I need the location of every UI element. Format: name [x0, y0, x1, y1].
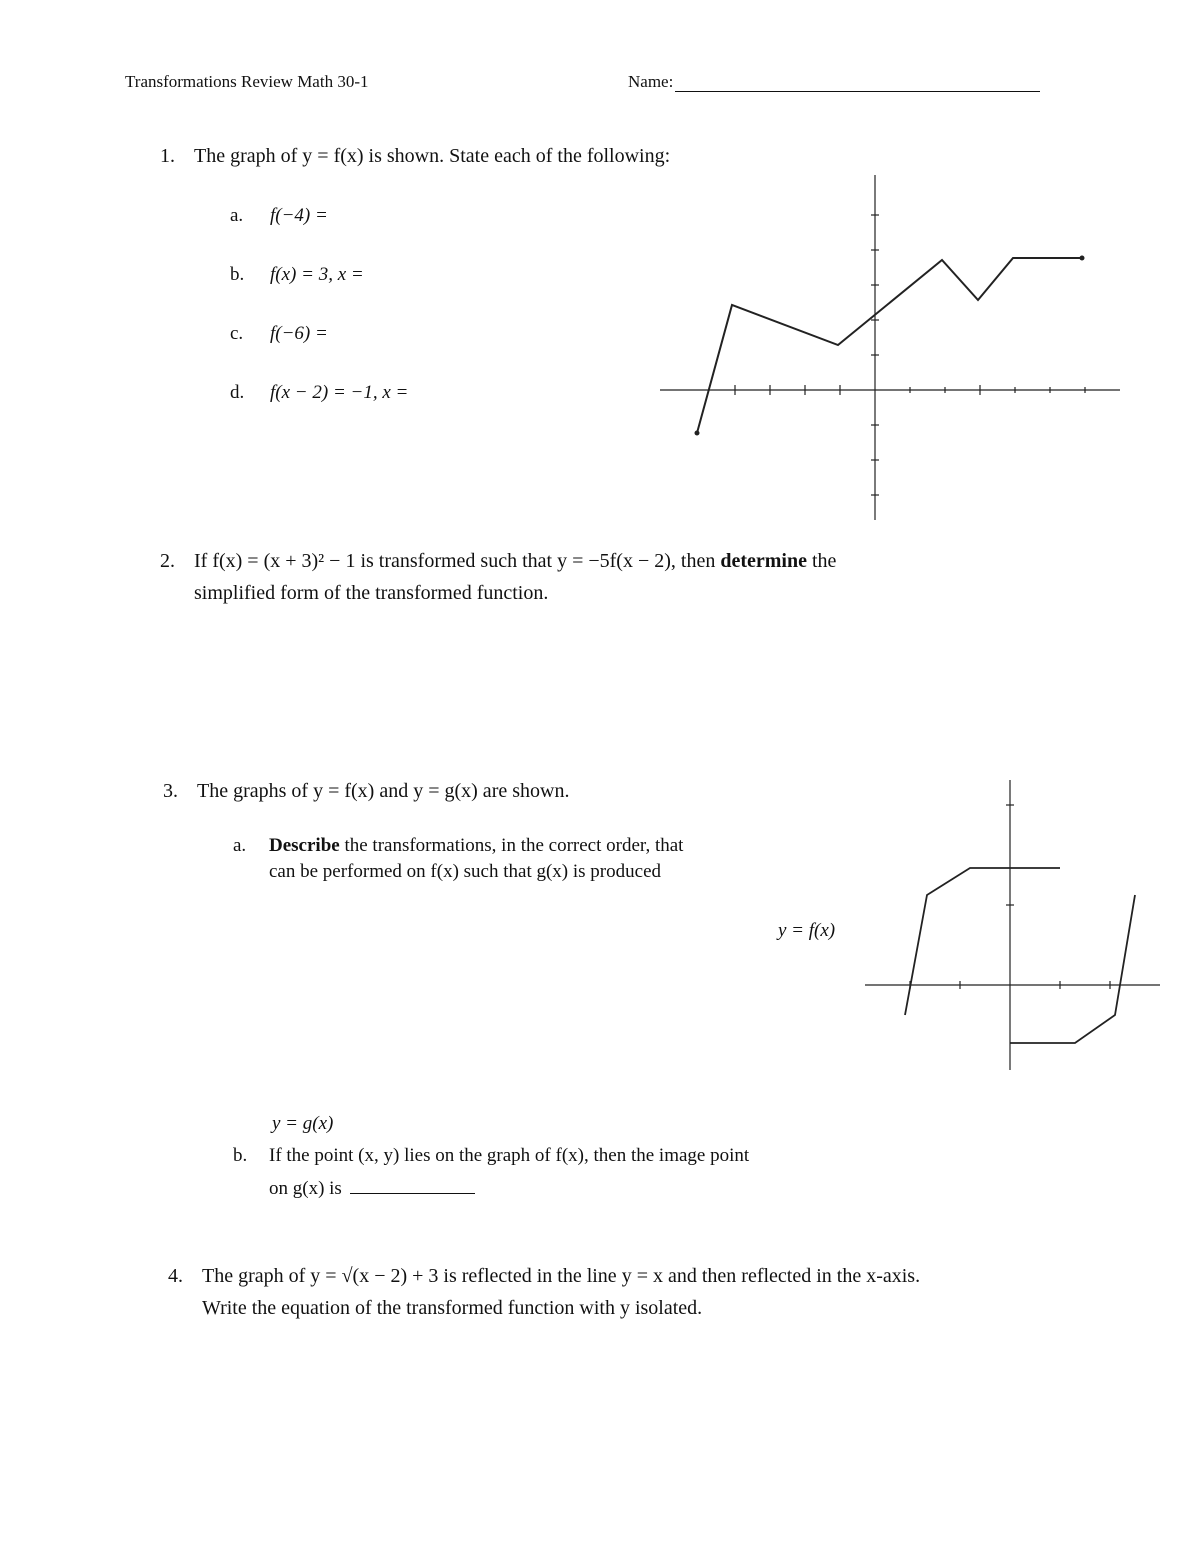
name-blank-line[interactable] [675, 75, 1040, 92]
question-text: The graph of y = √(x − 2) + 3 is reflected in the line y = x and then reflected in the x-axis. [202, 1265, 921, 1287]
worksheet-title: Transformations Review Math 30-1 [125, 72, 369, 91]
question-number: 3. [163, 780, 178, 802]
graph-f-label: y = f(x) [778, 920, 836, 941]
question-number: 4. [168, 1265, 183, 1287]
emphasis-describe: Describe [269, 835, 340, 856]
name-field[interactable] [628, 72, 1040, 92]
q1-part-c [230, 323, 328, 345]
name-label: Name: [628, 72, 674, 91]
q3-part-a [233, 835, 683, 857]
part-label: b. [233, 1145, 248, 1166]
question-number: 1. [160, 145, 175, 167]
q1-part-a [230, 205, 328, 227]
q3-part-b [233, 1145, 749, 1167]
part-text: f(−6) = [270, 323, 328, 344]
question-4 [168, 1265, 920, 1288]
question-text: The graph of y = f(x) is shown. State each of the following: [194, 145, 671, 167]
part-text: If the point (x, y) lies on the graph of f(x), then the image point [269, 1145, 750, 1166]
question-text: The graphs of y = f(x) and y = g(x) are shown. [197, 780, 570, 802]
question-1 [160, 145, 670, 168]
part-label: a. [233, 835, 247, 856]
question-2-line-2: simplified form of the transformed function. [194, 582, 549, 604]
part-text: on g(x) is [269, 1178, 342, 1199]
graph-g-label: y = g(x) [272, 1113, 334, 1134]
answer-blank[interactable] [350, 1179, 475, 1194]
q1-part-b [230, 264, 364, 286]
part-label: d. [230, 382, 245, 403]
graph-endpoints [695, 256, 1085, 436]
part-label: b. [230, 264, 245, 285]
q3-part-a-line-2: can be performed on f(x) such that g(x) is produced [269, 861, 661, 882]
part-text: f(−4) = [270, 205, 328, 226]
part-text: f(x) = 3, x = [270, 264, 364, 285]
function-f-graph [697, 258, 1082, 433]
part-label: c. [230, 323, 244, 344]
part-label: a. [230, 205, 244, 226]
function-g-graph [1010, 895, 1135, 1043]
question-number: 2. [160, 550, 175, 572]
function-f-graph [905, 868, 1060, 1015]
q1-part-d [230, 382, 408, 404]
q1-graph [650, 165, 1130, 530]
q3-graph [860, 775, 1165, 1075]
question-2 [160, 550, 836, 573]
question-text: If f(x) = (x + 3)² − 1 is transformed such that y = −5f(x − 2), then [194, 550, 716, 572]
q3-part-b-line-2 [269, 1178, 475, 1200]
question-3 [163, 780, 569, 803]
question-4-line-2: Write the equation of the transformed function with y isolated. [202, 1297, 703, 1319]
part-text: f(x − 2) = −1, x = [270, 382, 409, 403]
emphasis-determine: determine [720, 550, 807, 572]
question-text-end: the [811, 550, 837, 572]
part-text: the transformations, in the correct order, that [344, 835, 684, 856]
